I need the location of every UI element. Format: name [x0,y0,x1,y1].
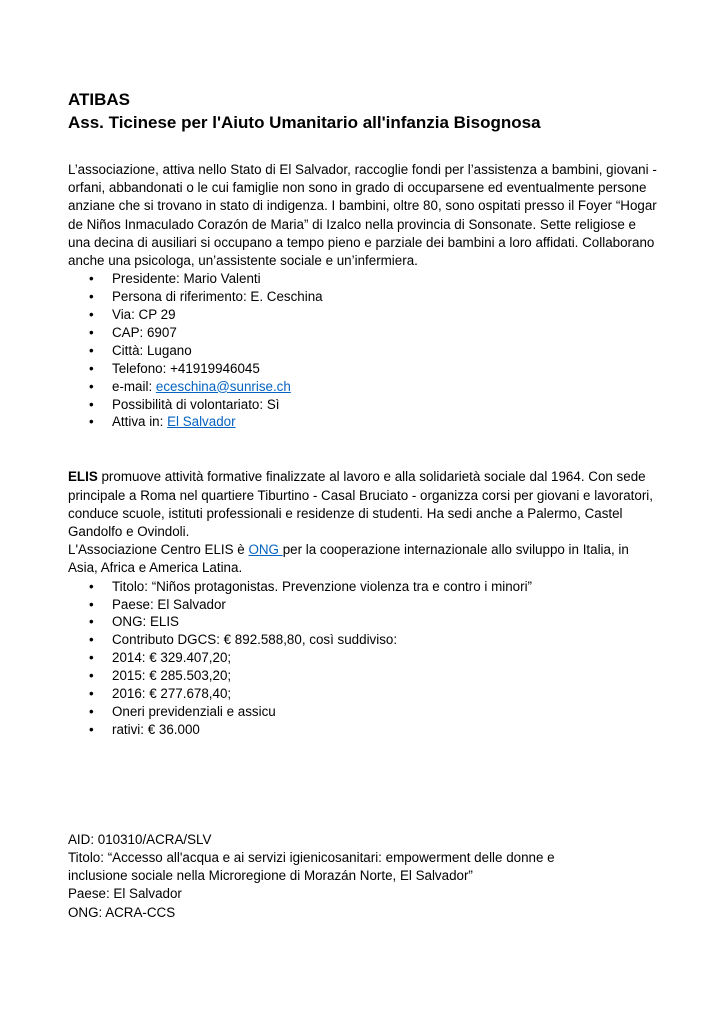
org-subtitle: Ass. Ticinese per l'Aiuto Umanitario all'infanzia Bisognosa [68,113,541,132]
section-atibas [68,88,658,431]
bullet-icon: • [89,414,94,430]
elis-ngo-paragraph: L'Associazione Centro ELIS è ONG per la cooperazione internazionale allo sviluppo in Italia, in Asia, Africa e America Latina. [68,542,629,576]
list-item: • 2015: € 285.503,20; [89,668,232,684]
bullet-icon: • [89,396,94,412]
list-item: • Titolo: “Niños protagonistas. Prevenzione violenza tra e contro i minori” [89,578,533,594]
bullet-icon: • [89,289,94,305]
bullet-icon: • [89,668,94,684]
list-item: • rativi: € 36.000 [89,721,200,737]
org-description: L’associazione, attiva nello Stato di El Salvador, raccoglie fondi per l’assistenza a bambini, giovani - orfani, abbandonati o le cui famiglie non sono in grado di occuparsene ed eventualmente persone anziane che si trovano in stato di indigenza. I bambini, oltre 80, sono ospitati presso il Foyer “Hogar de Niños Inmaculado Corazón de Maria” di Izalco nella provincia di Sonsonate. Sette religiose e una decina di ausiliari si occupano a tempo pieno e parziale dei bambini a loro affidati. Collaborano anche una psicologa, un’assistente sociale e un’infermiera. [68,162,657,269]
list-item: • 2016: € 277.678,40; [89,686,232,702]
list-item: • Possibilità di volontariato: Sì [89,396,280,412]
bullet-icon: • [89,614,94,630]
project-title-line1: Titolo: “Accesso all'acqua e ai servizi igienicosanitari: empowerment delle donne e [68,849,555,865]
list-item: • Persona di riferimento: E. Ceschina [89,289,323,305]
list-item-active-in: • Attiva in: El Salvador [89,414,236,430]
list-item-email: • e-mail: eceschina@sunrise.ch [89,378,291,394]
elis-description: ELIS promuove attività formative finalizzate al lavoro e alla solidarietà sociale dal 1964. Con sede principale a Roma nel quartiere Tiburtino - Casal Bruciato - organizza corsi per giovani e lavoratori, conduce scuole, istituti professionali e residenze di studenti. Ha sedi anche a Palermo, Castel Gandolfo e Ovindoli. [68,469,654,539]
country-link[interactable]: El Salvador [167,414,236,430]
bullet-icon: • [89,342,94,358]
list-item: • ONG: ELIS [89,614,179,630]
list-item: • CAP: 6907 [89,324,177,340]
bullet-icon: • [89,632,94,648]
section-elis [68,468,658,738]
bullet-icon: • [89,360,94,376]
bullet-icon: • [89,307,94,323]
project-title-line2: inclusione sociale nella Microregione di Morazán Norte, El Salvador” [68,868,473,884]
bullet-icon: • [89,650,94,666]
contact-list [68,270,658,431]
list-item: • Contributo DGCS: € 892.588,80, così suddiviso: [89,632,398,648]
bullet-icon: • [89,378,94,394]
bullet-icon: • [89,686,94,702]
list-item: • Oneri previdenziali e assicu [89,703,276,719]
bullet-icon: • [89,271,94,287]
list-item: • Paese: El Salvador [89,596,226,612]
list-item: • Via: CP 29 [89,307,176,323]
project-list [68,578,658,739]
project-country: Paese: El Salvador [68,886,182,902]
bullet-icon: • [89,578,94,594]
ong-link[interactable]: ONG [248,542,283,558]
elis-name: ELIS [68,469,98,485]
list-item: • Città: Lugano [89,342,192,358]
section-acra [68,831,658,922]
bullet-icon: • [89,324,94,340]
email-link[interactable]: eceschina@sunrise.ch [155,378,291,394]
project-ngo: ONG: ACRA-CCS [68,904,176,920]
list-item: • 2014: € 329.407,20; [89,650,232,666]
bullet-icon: • [89,596,94,612]
org-title: ATIBAS [68,90,131,109]
aid-code: AID: 010310/ACRA/SLV [68,831,212,847]
bullet-icon: • [89,703,94,719]
list-item: • Telefono: +41919946045 [89,360,260,376]
bullet-icon: • [89,721,94,737]
list-item: • Presidente: Mario Valenti [89,271,261,287]
document-page [68,88,658,922]
